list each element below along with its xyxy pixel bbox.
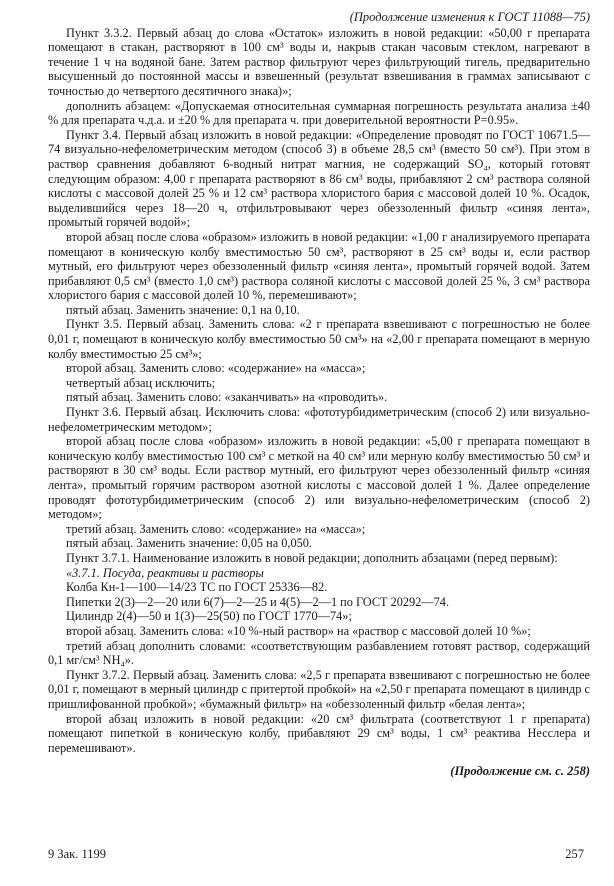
paragraph-3-6-fifth: пятый абзац. Заменить значение: 0,05 на 0,050. (66, 536, 312, 551)
paragraph-add-error: дополнить абзацем: «Допускаемая относительная суммарная погрешность результата анализа ±40 % для препарата ч.д.а. и ±20 % для препарата ч. при доверительной вероятности P=0.95». (48, 98, 590, 128)
paragraph-3-7-1-third: третий абзац дополнить словами: «соответствующим разбавлением готовят раствор, содержащий 0,1 мг/см³ NH₄». (48, 638, 590, 668)
paragraph-3-3-2: Пункт 3.3.2. Первый абзац до слова «Остаток» изложить в новой редакции: «50,00 г препарата помещают в стакан, растворяют в 100 см³ воды и, накрыв стакан часовым стеклом, нагревают в течение 1 ч на водяной бане. Затем раствор фильтруют через фильтрующий тигель, предварительно высушенный до постоянной массы и взвешенный (результат взвешивания в граммах записывают с точностью до четвертого десятичного знака)»; (48, 25, 590, 98)
continuation-note: (Продолжение см. с. 258) (450, 764, 590, 779)
paragraph-3-5-fourth: четвертый абзац исключить; (66, 375, 216, 390)
continuation-header (48, 10, 590, 25)
subsection-line-flask: Колба Кн-1—100—14/23 ТС по ГОСТ 25336—82. (66, 580, 328, 595)
paragraph-3-7-1-second: второй абзац. Заменить слова: «10 %-ный раствор» на «раствор с массовой долей 10 %»; (66, 623, 531, 638)
subsection-line-pipettes: Пипетки 2(3)—2—20 или 6(7)—2—25 и 4(5)—2—1 по ГОСТ 20292—74. (66, 594, 450, 609)
order-number: 9 Зак. 1199 (48, 847, 107, 861)
paragraph-3-5-second: второй абзац. Заменить слово: «содержание» на «масса»; (66, 361, 366, 376)
paragraph-3-6: Пункт 3.6. Первый абзац. Исключить слова: «фототурбидиметрическим (способ 2) или визуально-нефелометрическим методом»; (48, 405, 590, 434)
subsection-title: «3.7.1. Посуда, реактивы и растворы (66, 565, 264, 580)
paragraph-3-6-second: второй абзац после слова «образом» изложить в новой редакции: «5,00 г препарата помещают в коническую колбу вместимостью 100 см³ с меткой на 40 см³ или мерную колбу вместимостью 50 см³ и растворяют в 30 см³ воды. Если раствор мутный, его фильтруют через обеззоленный фильтр «синяя лента», промытый горячим раствором азотной кислоты с массовой долей 1 %. Далее определение проводят фототурбидиметрическим (способ 2) или визуально-нефелометрическим (способ 2) методом»; (48, 434, 590, 522)
paragraph-3-6-third: третий абзац. Заменить слово: «содержание» на «масса»; (66, 521, 366, 536)
paragraph-3-4: Пункт 3.4. Первый абзац изложить в новой редакции: «Определение проводят по ГОСТ 10671.5—74 визуально-нефелометрическим методом (способ 3) в объеме 28,5 см³ (вместо 50 см³). При этом в раствор сравнения добавляют 6-водный нитрат магния, не содержащий SO₄, который готовят следующим образом: 4,00 г препарата растворяют в 86 см³ воды, прибавляют 2 см³ раствора соляной кислоты с массовой долей 25 % и 12 см³ раствора хлористого бария с массовой долей 10 %. Осадок, выделившийся через 18—20 ч, отфильтровывают через обеззоленный фильтр «синяя лента», промытый горячей водой»; (48, 127, 590, 230)
subsection-line-cylinder: Цилиндр 2(4)—50 и 1(3)—25(50) по ГОСТ 1770—74»; (66, 609, 352, 624)
page-number: 257 (565, 847, 584, 861)
paragraph-3-7-1: Пункт 3.7.1. Наименование изложить в новой редакции; дополнить абзацами (перед первым): (66, 550, 558, 565)
paragraph-3-5-fifth: пятый абзац. Заменить слово: «заканчивать» на «проводить». (66, 390, 388, 405)
paragraph-3-5: Пункт 3.5. Первый абзац. Заменить слова: «2 г препарата взвешивают с погрешностью не более 0,01 г, помещают в коническую колбу вместимостью 50 см³» на «2,00 г препарата помещают в мерную колбу вместимостью 25 см³»; (48, 317, 590, 361)
header-continuation-text: (Продолжение изменения к ГОСТ 11088—75) (349, 10, 590, 24)
page-footer (48, 847, 584, 862)
paragraph-3-4-fifth: пятый абзац. Заменить значение: 0,1 на 0,10. (66, 302, 300, 317)
paragraph-3-7-2-second: второй абзац изложить в новой редакции: «20 см³ фильтрата (соответствуют 1 г препарата) помещают пипеткой в коническую колбу, прибавляют 29 см³ воды, 1 см³ реактива Несслера и перемешивают». (48, 711, 590, 755)
paragraph-3-7-2: Пункт 3.7.2. Первый абзац. Заменить слова: «2,5 г препарата взвешивают с погрешностью не более 0,01 г, помещают в мерный цилиндр с притертой пробкой» на «2,50 г препарата помещают в цилиндр с пришлифованной пробкой»; «бумажный фильтр» на «обеззоленный фильтр «белая лента»; (48, 667, 590, 711)
paragraph-3-4-second: второй абзац после слова «образом» изложить в новой редакции: «1,00 г анализируемого препарата помещают в коническую колбу вместимостью 50 см³, растворяют в 25 см³ воды и, если раствор мутный, его фильтруют через обеззоленный фильтр «синяя лента», промытый горячей водой. Затем прибавляют 0,5 см³ (вместо 1,0 см³) раствора соляной кислоты с массовой долей 25 %, 3 см³ раствора хлористого бария с массовой долей 10 %, перемешивают»; (48, 229, 590, 303)
